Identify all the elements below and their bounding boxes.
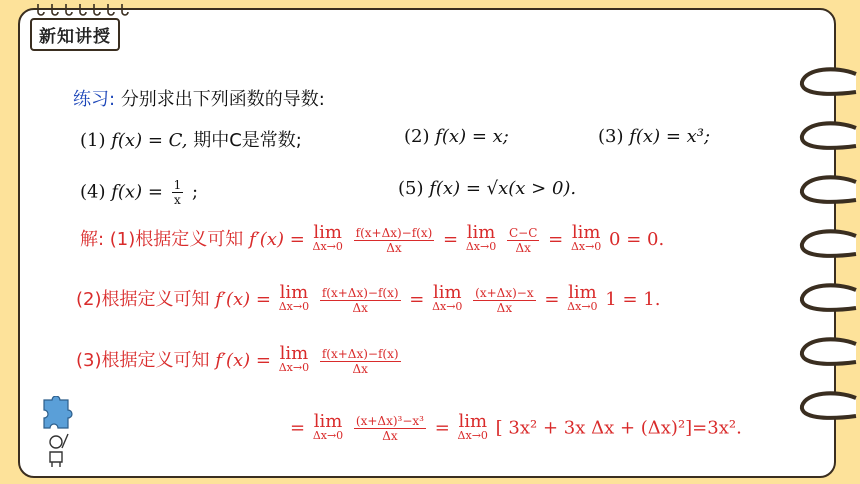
equals-sign: = bbox=[443, 229, 464, 250]
binder-hook-icon bbox=[796, 336, 860, 370]
item-1-text: 期中C是常数; bbox=[193, 130, 302, 151]
item-4-end: ; bbox=[192, 181, 199, 203]
limit-operator: lim Δx→0 bbox=[457, 411, 488, 442]
item-4-number: (4) bbox=[80, 181, 106, 203]
limit-operator: lim Δx→0 bbox=[567, 282, 598, 313]
item-1-number: (1) bbox=[80, 130, 106, 151]
limit-operator: lim Δx→0 bbox=[570, 222, 602, 253]
limit-operator: lim Δx→0 bbox=[465, 222, 497, 253]
binder-hook-icon bbox=[796, 120, 860, 154]
solution-1-result: 0 = 0. bbox=[609, 229, 665, 250]
item-5-expression: f(x) = √x(x > 0). bbox=[429, 178, 577, 199]
binder-hook-icon bbox=[796, 174, 860, 208]
binder-hook-icon bbox=[796, 228, 860, 262]
solution-1-fraction: $\frac{C-C}{\Delta x}$ bbox=[508, 225, 538, 255]
difference-quotient: $\frac{f(x+\Delta x)-f(x)}{\Delta x}$ bbox=[321, 285, 399, 315]
solution-2-prefix: (2)根据定义可知 bbox=[76, 289, 210, 310]
limit-operator: lim Δx→0 bbox=[312, 222, 343, 253]
item-4-expression: f(x) = bbox=[111, 181, 169, 203]
item-2-number: (2) bbox=[404, 126, 430, 147]
exercise-label: 练习: bbox=[73, 89, 116, 110]
solution-3-lhs: f′(x) = bbox=[215, 350, 277, 371]
equals-sign: = bbox=[434, 417, 450, 439]
difference-quotient: $\frac{f(x+\Delta x)-f(x)}{\Delta x}$ bbox=[355, 225, 433, 255]
solution-2-lhs: f′(x) = bbox=[215, 289, 277, 310]
limit-operator: lim Δx→0 bbox=[312, 411, 344, 442]
equals-sign: = bbox=[290, 417, 311, 439]
difference-quotient: $\frac{f(x+\Delta x)-f(x)}{\Delta x}$ bbox=[321, 346, 399, 376]
item-5-number: (5) bbox=[398, 178, 424, 199]
binder-hook-icon bbox=[796, 390, 860, 424]
solution-1-prefix: 解: (1)根据定义可知 bbox=[80, 229, 244, 250]
equals-sign: = bbox=[409, 289, 431, 310]
equals-sign: = bbox=[548, 229, 569, 250]
puzzle-figure-icon bbox=[36, 396, 82, 468]
solution-3-result: [ 3x² + 3x Δx + (Δx)²]=3x². bbox=[495, 417, 742, 439]
solution-2-fraction: $\frac{(x+\Delta x)-x}{\Delta x}$ bbox=[475, 285, 534, 315]
limit-operator: lim Δx→0 bbox=[432, 282, 463, 313]
equals-sign: = bbox=[544, 289, 566, 310]
binder-hook-icon bbox=[796, 282, 860, 316]
exercise-text: 分别求出下列函数的导数: bbox=[120, 89, 325, 110]
solution-3-fraction: $\frac{\text{(x+Δx)³−x³}}{\Delta x}$ bbox=[355, 414, 424, 443]
binder-hook-icon bbox=[796, 66, 860, 100]
section-tag: 新知讲授 bbox=[30, 18, 120, 51]
solution-1-lhs: f′(x) = bbox=[249, 229, 311, 250]
item-1-expression: f(x) = C, bbox=[111, 130, 188, 151]
solution-2-result: 1 = 1. bbox=[605, 289, 661, 310]
solution-3-prefix: (3)根据定义可知 bbox=[76, 350, 210, 371]
item-4-fraction: $\frac{1}{x}$ bbox=[173, 178, 182, 207]
item-2-expression: f(x) = x; bbox=[435, 126, 509, 147]
limit-operator: lim Δx→0 bbox=[278, 343, 310, 374]
item-3-number: (3) bbox=[598, 126, 624, 147]
item-3-expression: f(x) = x³; bbox=[629, 126, 711, 147]
limit-operator: lim Δx→0 bbox=[278, 282, 310, 313]
